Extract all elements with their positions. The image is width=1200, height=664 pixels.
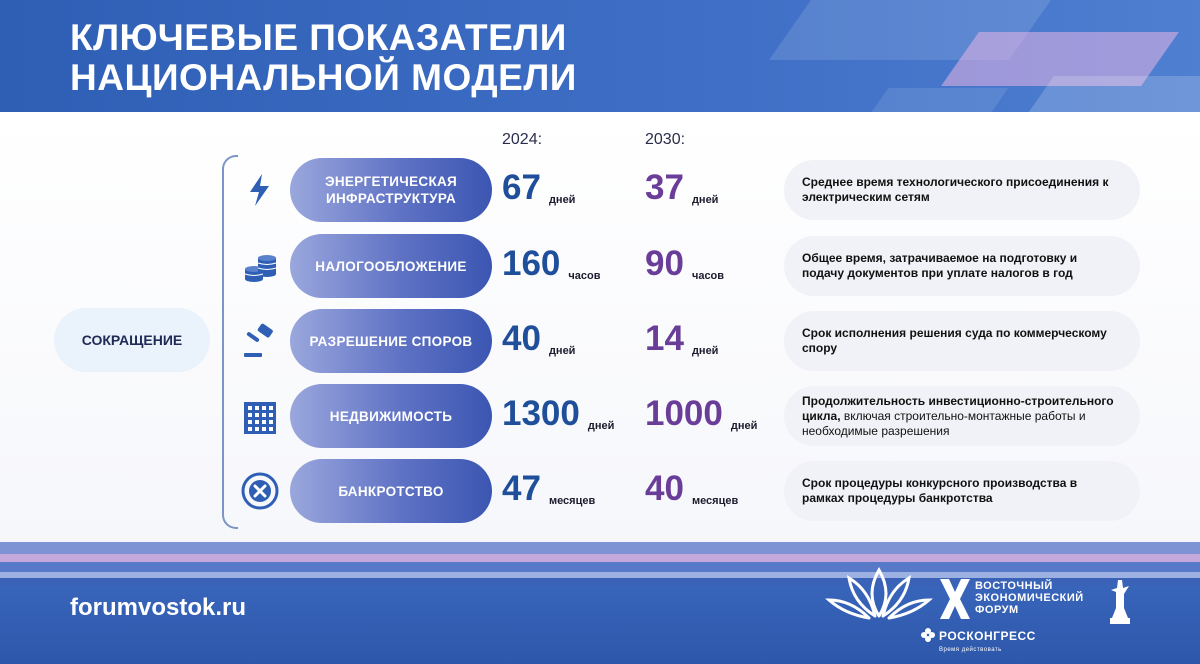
indicator-pill [290, 459, 492, 523]
site-link[interactable]: forumvostok.ru [70, 594, 247, 621]
indicator-description [784, 386, 1140, 446]
value-2024-unit: дней [548, 194, 576, 206]
forum-x-logo-icon [937, 576, 973, 622]
building-icon [240, 396, 280, 436]
monument-icon [1109, 578, 1131, 626]
value-2024-number: 67 [502, 168, 541, 207]
description-bold: Общее время, затрачиваемое на подготовку и подачу документов при уплате налогов в год [802, 251, 1078, 280]
value-2030-unit: месяцев [691, 495, 739, 507]
indicator-pill [290, 234, 492, 298]
value-2024-unit: месяцев [548, 495, 596, 507]
value-2024-number: 1300 [502, 394, 580, 433]
indicator-description [784, 311, 1140, 371]
value-2030-number: 1000 [645, 394, 723, 433]
lotus-logo-icon [825, 564, 933, 624]
lightning-icon [240, 170, 280, 210]
gavel-icon [240, 321, 280, 361]
year-label-2030: 2030: [645, 131, 686, 148]
cancel-circle-icon [240, 471, 280, 511]
value-2030 [645, 469, 738, 521]
value-2030-unit: дней [730, 420, 758, 432]
value-2030-number: 37 [645, 168, 684, 207]
description-rest: включая строительно-монтажные работы и необходимые разрешения [802, 408, 1086, 438]
value-2024-number: 160 [502, 244, 561, 283]
value-2030 [645, 319, 718, 371]
description-bold: Продолжительность инвестиционно-строительного цикла, [802, 393, 1114, 423]
roscongress-flower-icon [920, 627, 936, 643]
value-2030 [645, 394, 757, 446]
header-banner [0, 0, 1200, 112]
indicator-pill [290, 158, 492, 222]
indicator-description [784, 160, 1140, 220]
indicator-pill-label: РАЗРЕШЕНИЕ СПОРОВ [309, 333, 473, 349]
value-2024-unit: дней [587, 420, 615, 432]
forum-name-line2: ЭКОНОМИЧЕСКИЙ [975, 592, 1084, 604]
indicator-description [784, 236, 1140, 296]
value-2024-unit: часов [568, 270, 601, 282]
header-decor-stripe [872, 88, 1009, 112]
indicator-description [784, 461, 1140, 521]
value-2030-unit: дней [691, 345, 719, 357]
indicator-row-realestate [0, 384, 1200, 448]
description-bold: Срок процедуры конкурсного производства в рамках процедуры банкротства [802, 476, 1078, 505]
indicator-pill-label: НАЛОГООБЛОЖЕНИЕ [315, 258, 467, 274]
indicator-row-taxation [0, 234, 1200, 298]
roscongress-name: РОСКОНГРЕСС [939, 629, 1036, 643]
forum-name-line3: ФОРУМ [975, 604, 1019, 616]
indicator-pill-label: ЭНЕРГЕТИЧЕСКАЯ ИНФРАСТРУКТУРА [324, 174, 458, 206]
value-2030 [645, 168, 718, 220]
page-title-line1: КЛЮЧЕВЫЕ ПОКАЗАТЕЛИ [70, 17, 567, 58]
indicator-pill [290, 309, 492, 373]
value-2030-number: 40 [645, 469, 684, 508]
header-decor-stripe [1026, 76, 1200, 112]
footer-decor-stripe [0, 542, 1200, 554]
value-2030-number: 14 [645, 319, 684, 358]
indicator-row-bankruptcy [0, 459, 1200, 523]
indicator-row-disputes [0, 309, 1200, 373]
forum-logo [825, 562, 1165, 658]
footer-decor-stripe [0, 554, 1200, 562]
indicator-pill-label: БАНКРОТСТВО [338, 483, 444, 499]
value-2024 [502, 168, 575, 220]
value-2024-number: 40 [502, 319, 541, 358]
value-2030-unit: часов [691, 270, 725, 282]
description-bold: Срок исполнения решения суда по коммерческому спору [802, 326, 1107, 355]
indicator-row-energy [0, 158, 1200, 222]
roscongress-tagline: Время действовать [939, 647, 1002, 653]
value-2030 [645, 244, 724, 296]
value-2024 [502, 319, 575, 371]
year-label-2024: 2024: [502, 131, 543, 148]
value-2024 [502, 394, 614, 446]
page-title [70, 18, 577, 98]
description-bold: Среднее время технологического присоединения к электрическим сетям [802, 175, 1109, 204]
value-2024-number: 47 [502, 469, 541, 508]
value-2024 [502, 244, 601, 296]
value-2030-number: 90 [645, 244, 684, 283]
coins-icon [240, 246, 280, 286]
value-2024 [502, 469, 595, 521]
reduction-label: СОКРАЩЕНИЕ [54, 308, 210, 372]
value-2024-unit: дней [548, 345, 576, 357]
page-title-line2: НАЦИОНАЛЬНОЙ МОДЕЛИ [70, 57, 577, 98]
forum-name-line1: ВОСТОЧНЫЙ [975, 580, 1053, 592]
value-2030-unit: дней [691, 194, 719, 206]
indicator-pill-label: НЕДВИЖИМОСТЬ [329, 408, 453, 424]
indicator-pill [290, 384, 492, 448]
